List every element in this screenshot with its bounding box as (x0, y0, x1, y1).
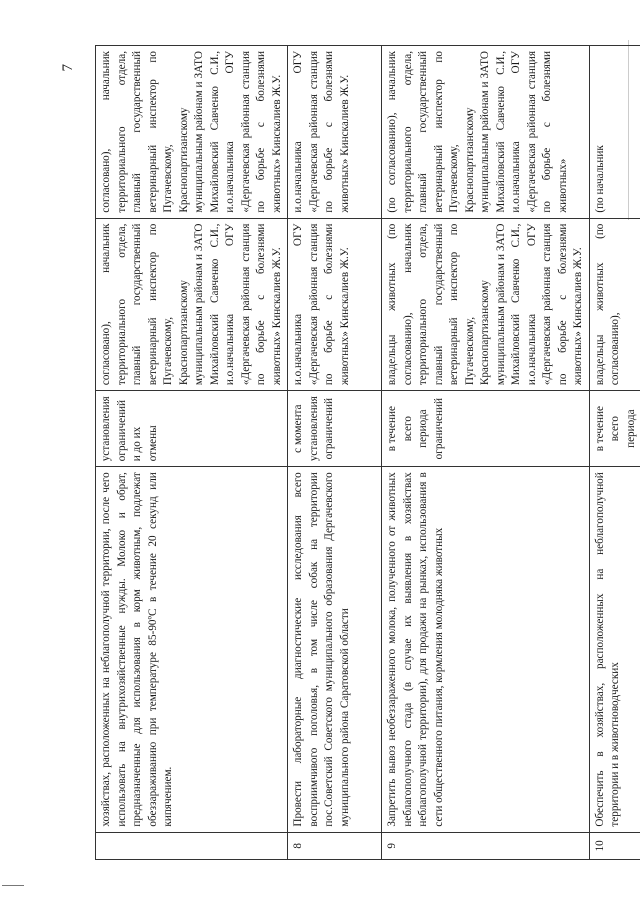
table-row (288, 46, 382, 860)
measure-cell: Запретить вывоз необеззараженного молока, полученного от животных неблагополучного стада (в случае их выявления в хозяйствах неблагополучной территории), для продажи на рынках, использования в сети общественного питания, кормления молодняка животных (382, 467, 590, 832)
control-cell: согласовано), начальник территориального отдела, главный государственный ветеринарный инспектор по Пугачевскому, Краснопартизанскому муниципальным районам и ЗАТО Михайловский Савченко С.И., и.о.начальника ОГУ «Дергачевская районная станция по борьбе с болезнями животных» Кинскалиев Ж.У. (96, 46, 288, 219)
page-number: 7 (60, 63, 76, 72)
control-cell: (по начальник (589, 46, 640, 219)
row-number: 10 (589, 832, 640, 859)
responsible-cell: и.о.начальника ОГУ «Дергачевская районная станция по борьбе с болезнями животных» Кинскалиев Ж.У. (288, 218, 382, 391)
table-row (96, 46, 288, 860)
term-cell: в течение всего периода ограничений (382, 391, 590, 467)
measure-cell: хозяйствах, расположенных на неблагополучной территории, после чего использовать на внутрихозяйственные нужды. Молоко и обрат, предназначенные для использования в корм животным, подлежат обеззараживанию при температуре 85-90ºС в течение 20 секунд или кипячением. (96, 467, 288, 832)
term-cell: установления ограничений и до их отмены (96, 391, 288, 467)
row-number: 9 (382, 832, 590, 859)
measures-table (95, 45, 640, 860)
responsible-cell: владельцы животных (по согласованию), начальник территориального отдела, главный государственный ветеринарный инспектор по Пугачевскому, Краснопартизанскому муниципальным районам и ЗАТО Михайловский Савченко С.И., и.о.начальника ОГУ «Дергачевская районная станция по борьбе с болезнями животных» Кинскалиев Ж.У. (382, 218, 590, 391)
table-row (382, 46, 590, 860)
row-number: 8 (288, 832, 382, 859)
table-row (589, 46, 640, 860)
scan-edge-mark (2, 885, 24, 886)
measure-cell: Провести лабораторные диагностические исследования всего восприимчивого поголовья, в том числе собак на территории пос.Советский Советского муниципального образования Дергачевского муниципального района Саратовской области (288, 467, 382, 832)
term-cell: с момента установления ограничений (288, 391, 382, 467)
term-cell: в течение всего периода (589, 391, 640, 467)
control-cell: (по согласованию), начальник территориального отдела, главный государственный ветеринарный инспектор по Пугачевскому, Краснопартизанскому муниципальным районам и ЗАТО Михайловский Савченко С.И., и.о.начальника ОГУ «Дергачевская районная станция по борьбе с болезнями животных» (382, 46, 590, 219)
control-cell: и.о.начальника ОГУ «Дергачевская районная станция по борьбе с болезнями животных» Кинскалиев Ж.У. (288, 46, 382, 219)
responsible-cell: согласовано), начальник территориального отдела, главный государственный ветеринарный инспектор по Пугачевскому, Краснопартизанскому муниципальным районам и ЗАТО Михайловский Савченко С.И., и.о.начальника ОГУ «Дергачевская районная станция по борьбе с болезнями животных» Кинскалиев Ж.У. (96, 218, 288, 391)
measure-cell: Обеспечить в хозяйствах, расположенных на неблагополучной территории и в животноводческих (589, 467, 640, 832)
row-number (96, 832, 288, 859)
responsible-cell: владельцы животных (по согласованию), (589, 218, 640, 391)
rotated-content (50, 45, 637, 860)
